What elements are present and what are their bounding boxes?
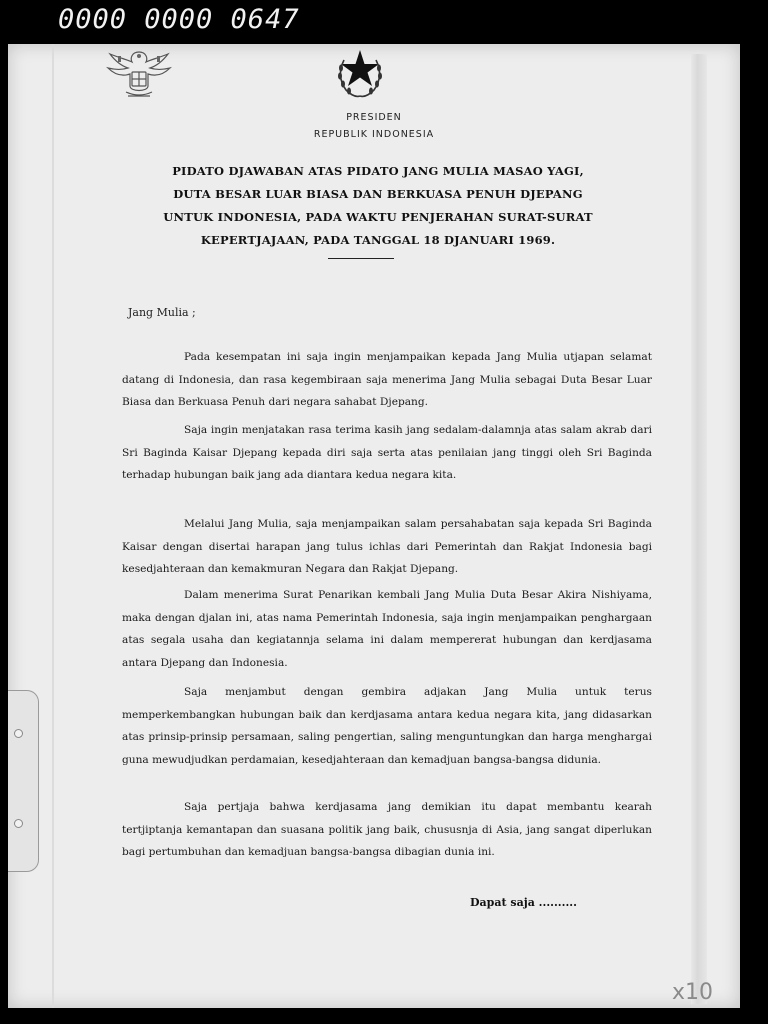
body-paragraph: Pada kesempatan ini saja ingin menjampaikan kepada Jang Mulia utjapan selamat datang di Indonesia, dan rasa kegembiraan saja menerima Jang Mulia sebagai Duta Besar Luar Biasa dan Berkuasa Penuh dari negara sahabat Djepang.: [122, 351, 652, 409]
title-divider: [328, 258, 394, 259]
title-line: PIDATO DJAWABAN ATAS PIDATO JANG MULIA MASAO YAGI,: [172, 164, 584, 178]
title-line: UNTUK INDONESIA, PADA WAKTU PENJERAHAN SURAT-SURAT: [163, 210, 593, 224]
body-paragraph: Saja menjambut dengan gembira adjakan Jang Mulia untuk terus memperkembangkan hubungan baik dan kerdjasama antara kedua negara kita, jang didasarkan atas prinsip-prinsip persamaan, saling pengertian, saling menguntungkan dan harga menghargai guna mewudjudkan perdamaian, kesedjahteraan dan kemadjuan bangsa-bangsa didunia.: [122, 686, 652, 766]
binder-hole: [14, 819, 23, 828]
document-page: [8, 44, 740, 1008]
body-paragraph: Dalam menerima Surat Penarikan kembali Jang Mulia Duta Besar Akira Nishiyama, maka dengan djalan ini, atas nama Pemerintah Indonesia, saja ingin menjampaikan penghargaan atas segala usaha dan kegiatannja selama ini dalam mempererat hubungan dan kerdjasama antara Djepang dan Indonesia.: [122, 589, 652, 669]
closing-text: Dapat saja ..........: [470, 896, 577, 909]
binder-hole: [14, 729, 23, 738]
binder-clip: [8, 690, 39, 872]
body-paragraph: Saja ingin menjatakan rasa terima kasih jang sedalam-dalamnja atas salam akrab dari Sri Baginda Kaisar Djepang kepada diri saja serta atas penilaian jang tinggi oleh Sri Baginda terhadap hubungan baik jang ada diantara kedua negara kita.: [122, 424, 652, 482]
letterhead-line-2: REPUBLIK INDONESIA: [313, 129, 435, 140]
frame-number: 0000 0000 0647: [58, 4, 300, 35]
corner-mark: x10: [672, 980, 714, 1005]
salutation: Jang Mulia ;: [128, 306, 196, 319]
body-paragraph: Melalui Jang Mulia, saja menjampaikan salam persahabatan saja kepada Sri Baginda Kaisar dengan disertai harapan jang tulus ichlas dari Pemerintah dan Rakjat Indonesia bagi kesedjahteraan dan kemakmuran Negara dan Rakjat Djepang.: [122, 518, 652, 576]
star-wreath-icon: [334, 44, 386, 102]
letterhead-line-1: PRESIDEN: [346, 112, 402, 123]
garuda-emblem-icon: [102, 44, 176, 102]
title-line: DUTA BESAR LUAR BIASA DAN BERKUASA PENUH DJEPANG: [173, 187, 583, 201]
title-line: KEPERTJAJAAN, PADA TANGGAL 18 DJANUARI 1969.: [200, 233, 556, 247]
body-paragraph: Saja pertjaja bahwa kerdjasama jang demikian itu dapat membantu kearah tertjiptanja kemantapan dan suasana politik jang baik, chususnja di Asia, jang sangat diperlukan bagi pertumbuhan dan kemadjuan bangsa-bangsa dibagian dunia ini.: [122, 801, 652, 859]
